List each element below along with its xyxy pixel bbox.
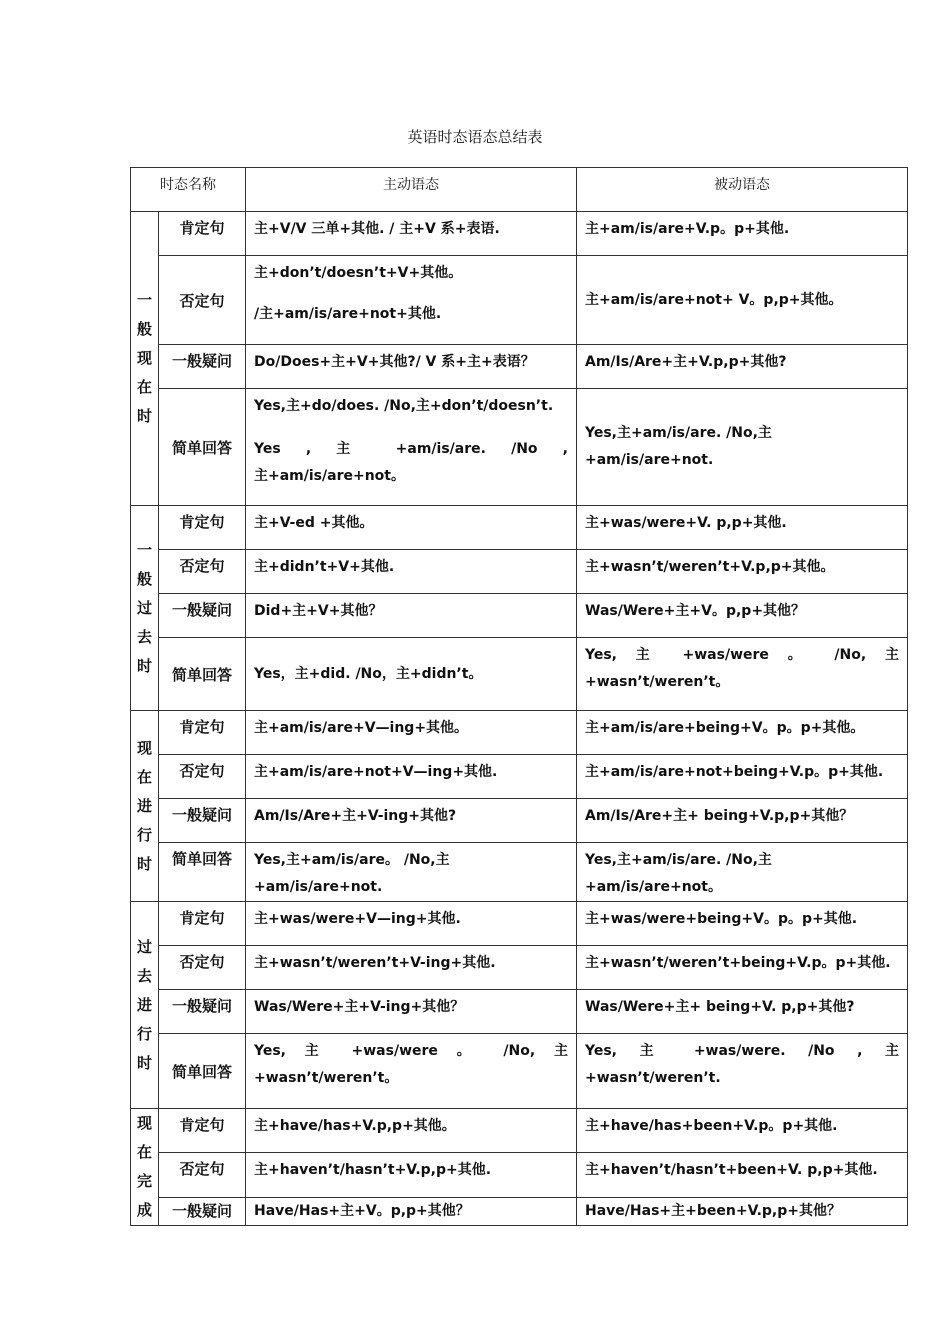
sentence-type: 肯定句 [159, 1109, 246, 1153]
sentence-type: 一般疑问 [159, 1197, 246, 1225]
table-row [131, 594, 908, 638]
sentence-type: 否定句 [159, 946, 246, 990]
active-cell: 主+wasn’t/weren’t+V-ing+其他. [246, 946, 577, 990]
active-line: /主+am/is/are+not+其他. [254, 306, 442, 322]
active-line: Yes,主+do/does. /No,主+don’t/doesn’t. [254, 398, 554, 414]
passive-cell: 主+am/is/are+V.p。p+其他. [577, 212, 908, 256]
active-cell: 主+V-ed +其他。 [246, 506, 577, 550]
sentence-type: 肯定句 [159, 506, 246, 550]
passive-line: +wasn’t/weren’t。 [585, 674, 730, 690]
passive-cell: Am/Is/Are+主+ being+V.p,p+其他？ [577, 799, 908, 843]
active-cell: 主+V/V 三单+其他. / 主+V 系+表语. [246, 212, 577, 256]
active-cell: 主+haven’t/hasn’t+V.p,p+其他. [246, 1153, 577, 1197]
tense-name: 过去进行时 [131, 902, 159, 1109]
passive-line: Yes, 主 +was/were 。 /No, 主 [585, 647, 899, 663]
active-cell: Have/Has+主+V。p,p+其他？ [246, 1197, 577, 1225]
passive-cell: 主+have/has+been+V.p。p+其他. [577, 1109, 908, 1153]
active-line: 主+am/is/are+not。 [254, 468, 405, 484]
table-row [131, 843, 908, 902]
sentence-type: 一般疑问 [159, 799, 246, 843]
passive-cell: 主+am/is/are+not+ V。p,p+其他。 [577, 256, 908, 345]
passive-cell: 主+haven’t/hasn’t+been+V. p,p+其他. [577, 1153, 908, 1197]
passive-cell: Have/Has+主+been+V.p,p+其他？ [577, 1197, 908, 1225]
sentence-type: 肯定句 [159, 902, 246, 946]
active-line: Yes, 主 +was/were 。 /No, 主 [254, 1043, 568, 1059]
table-row [131, 345, 908, 389]
sentence-type: 简单回答 [159, 638, 246, 711]
passive-cell: Yes,主+am/is/are. /No,主+am/is/are+not。 [577, 843, 908, 902]
sentence-type: 否定句 [159, 755, 246, 799]
passive-cell: Am/Is/Are+主+V.p,p+其他? [577, 345, 908, 389]
passive-cell [577, 1034, 908, 1109]
table-row [131, 799, 908, 843]
active-cell: Do/Does+主+V+其他?/ V 系+主+表语？ [246, 345, 577, 389]
table-row [131, 1153, 908, 1197]
tense-name: 一般现在时 [131, 212, 159, 506]
active-cell: 主+have/has+V.p,p+其他。 [246, 1109, 577, 1153]
table-row [131, 1109, 908, 1153]
header-row [131, 168, 908, 212]
sentence-type: 肯定句 [159, 711, 246, 755]
sentence-type: 否定句 [159, 550, 246, 594]
table-row [131, 638, 908, 711]
table-row [131, 212, 908, 256]
passive-cell [577, 638, 908, 711]
active-cell [246, 389, 577, 506]
active-cell: Yes,主+am/is/are。 /No,主+am/is/are+not. [246, 843, 577, 902]
sentence-type: 简单回答 [159, 389, 246, 506]
active-cell: 主+am/is/are+not+V—ing+其他. [246, 755, 577, 799]
table-row [131, 990, 908, 1034]
table-row [131, 389, 908, 506]
table-row [131, 711, 908, 755]
active-line: +wasn’t/weren’t。 [254, 1070, 399, 1086]
active-cell: Was/Were+主+V-ing+其他？ [246, 990, 577, 1034]
table-row [131, 902, 908, 946]
table-row [131, 256, 908, 345]
tense-name: 一般过去时 [131, 506, 159, 711]
active-cell: 主+didn’t+V+其他. [246, 550, 577, 594]
active-cell: 主+am/is/are+V—ing+其他。 [246, 711, 577, 755]
active-cell: 主+was/were+V—ing+其他. [246, 902, 577, 946]
active-cell: Did+主+V+其他？ [246, 594, 577, 638]
passive-cell: Yes,主+am/is/are. /No,主+am/is/are+not. [577, 389, 908, 506]
table-row [131, 755, 908, 799]
active-line: Yes , 主 +am/is/are. /No , [254, 441, 568, 457]
table-row [131, 506, 908, 550]
active-cell: Am/Is/Are+主+V-ing+其他? [246, 799, 577, 843]
passive-cell: Was/Were+主+V。p,p+其他？ [577, 594, 908, 638]
passive-cell: 主+was/were+being+V。p。p+其他. [577, 902, 908, 946]
page-title: 英语时态语态总结表 [407, 128, 543, 146]
tense-name: 现在进行时 [131, 711, 159, 902]
sentence-type: 简单回答 [159, 843, 246, 902]
passive-line: +wasn’t/weren’t. [585, 1070, 721, 1086]
table-row [131, 946, 908, 990]
table-row [131, 1034, 908, 1109]
active-cell [246, 1034, 577, 1109]
passive-cell: 主+am/is/are+not+being+V.p。p+其他. [577, 755, 908, 799]
passive-cell: 主+was/were+V. p,p+其他. [577, 506, 908, 550]
passive-line: Yes, 主 +was/were. /No , 主 [585, 1043, 899, 1059]
sentence-type: 肯定句 [159, 212, 246, 256]
header-passive: 被动语态 [577, 168, 908, 212]
active-line: 主+don’t/doesn’t+V+其他。 [254, 265, 463, 281]
passive-cell: Was/Were+主+ being+V. p,p+其他? [577, 990, 908, 1034]
active-cell [246, 256, 577, 345]
header-tense: 时态名称 [131, 168, 246, 212]
passive-cell: 主+am/is/are+being+V。p。p+其他。 [577, 711, 908, 755]
header-active: 主动语态 [246, 168, 577, 212]
sentence-type: 一般疑问 [159, 990, 246, 1034]
tense-table [130, 167, 908, 1226]
tense-name: 现在完成 [131, 1109, 159, 1226]
passive-cell: 主+wasn’t/weren’t+being+V.p。p+其他. [577, 946, 908, 990]
sentence-type: 否定句 [159, 256, 246, 345]
table-row [131, 550, 908, 594]
passive-cell: 主+wasn’t/weren’t+V.p,p+其他。 [577, 550, 908, 594]
sentence-type: 否定句 [159, 1153, 246, 1197]
sentence-type: 简单回答 [159, 1034, 246, 1109]
active-cell: Yes，主+did. /No，主+didn’t。 [246, 638, 577, 711]
sentence-type: 一般疑问 [159, 345, 246, 389]
table-row [131, 1197, 908, 1225]
sentence-type: 一般疑问 [159, 594, 246, 638]
